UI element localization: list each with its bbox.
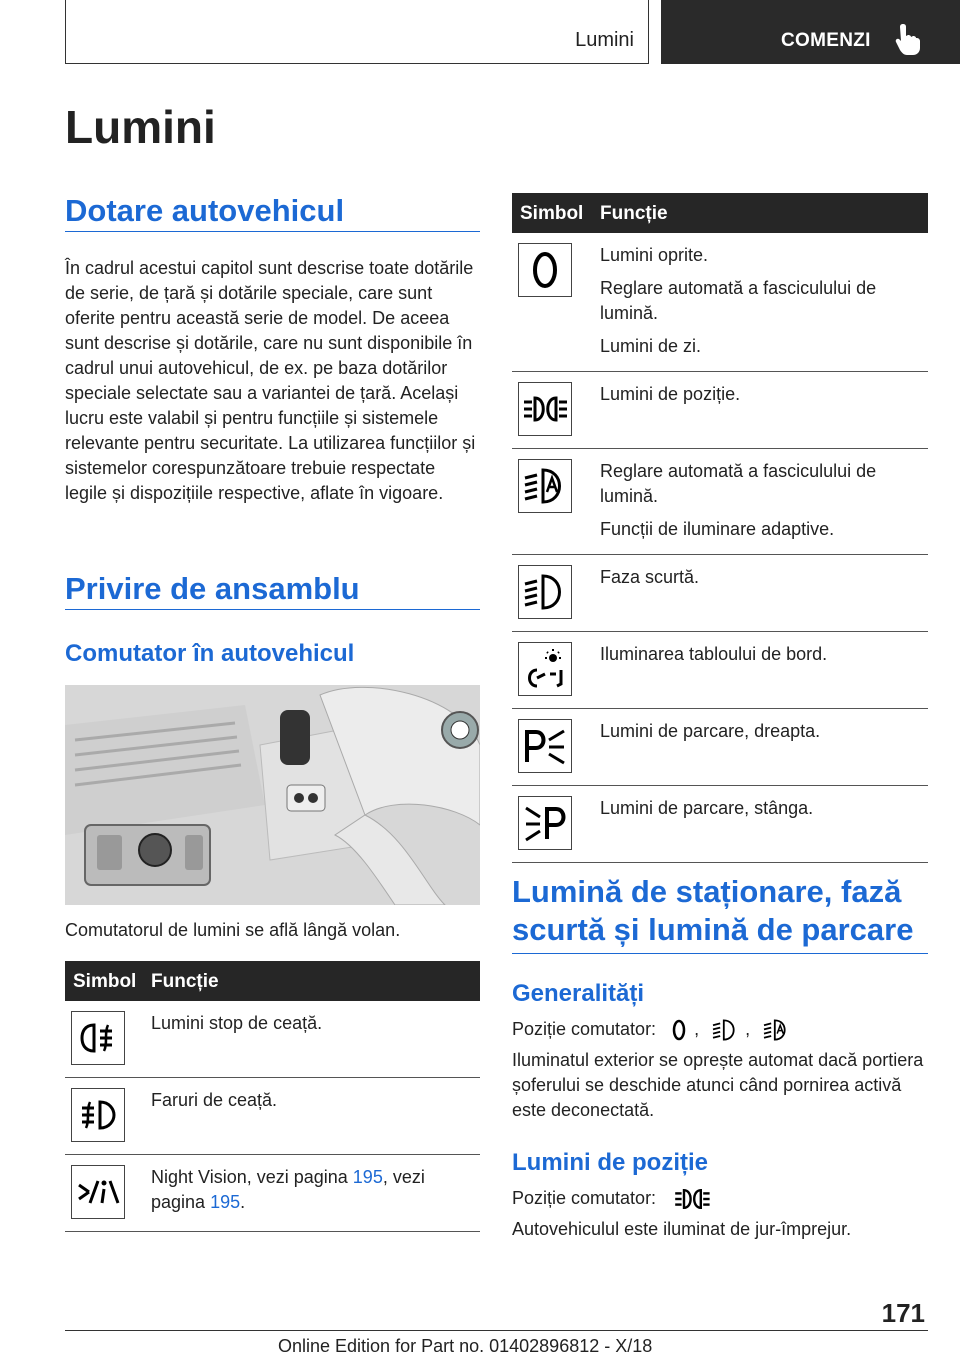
table-row (512, 786, 928, 863)
front-fog-light-icon (71, 1088, 125, 1142)
table-row (65, 1078, 480, 1155)
auto-headlight-icon (761, 1018, 791, 1042)
row-text: Iluminarea tabloului de bord. (592, 632, 928, 709)
row-text: Lumini de poziție. (592, 372, 928, 449)
page-link[interactable]: 195 (210, 1192, 241, 1212)
lights-off-icon (518, 243, 572, 297)
position-paragraph: Autovehiculul este iluminat de jur-împrejur. (512, 1219, 852, 1239)
heading-general: Generalități (512, 980, 645, 1007)
left-symbol-table (65, 961, 480, 1232)
col-symbol-header: Simbol (512, 193, 592, 233)
row-text: Lumini oprite. Reglare automată a fasciculului de lumină. Lumini de zi. (592, 233, 928, 372)
photo-caption: Comutatorul de lumini se află lângă volan. (65, 920, 401, 940)
header-section-tab (65, 0, 649, 64)
page-number: 171 (881, 1298, 925, 1328)
general-paragraph: Iluminatul exterior se oprește automat dacă portiera șoferului se deschide atunci când pornirea activă este deconectată. (512, 1050, 924, 1120)
steering-wheel-illustration (65, 685, 480, 905)
night-vision-icon (71, 1165, 125, 1219)
header-chapter-tab (661, 0, 960, 64)
row-text: Reglare automată a fasciculului de lumină. Funcții de iluminare adaptive. (592, 449, 928, 555)
hand-pointer-icon (895, 22, 921, 56)
general-switch-line: Poziție comutator: , , (512, 1017, 928, 1042)
row-text: Night Vision, vezi pagina 195, vezi pagina 195. (143, 1155, 480, 1232)
heading-equipment: Dotare autovehicul (65, 193, 480, 232)
header-section-label: Lumini (575, 29, 634, 51)
parking-lights-icon (669, 1187, 715, 1211)
footer-divider (65, 1330, 928, 1331)
parking-lights-icon (518, 382, 572, 436)
row-text: Lumini de parcare, dreapta. (592, 709, 928, 786)
table-row (512, 233, 928, 372)
instrument-lighting-icon (518, 642, 572, 696)
heading-lights: Lumină de staționare, fază scurtă și lumină de parcare (512, 873, 928, 954)
auto-headlight-icon (518, 459, 572, 513)
table-row (512, 709, 928, 786)
low-beam-icon (518, 565, 572, 619)
table-row (65, 1155, 480, 1232)
table-row (512, 449, 928, 555)
right-symbol-table (512, 193, 928, 863)
page-title: Lumini (65, 101, 216, 153)
lights-off-icon (669, 1019, 689, 1041)
heading-position: Lumini de poziție (512, 1149, 708, 1176)
row-text: Lumini de parcare, stânga. (592, 786, 928, 863)
low-beam-icon (710, 1018, 740, 1042)
row-text: Faruri de ceață. (143, 1078, 480, 1155)
heading-overview: Privire de ansamblu (65, 571, 480, 610)
parking-light-right-icon (518, 719, 572, 773)
equipment-paragraph: În cadrul acestui capitol sunt descrise toate dotările de serie, de țară și dotările speciale, care sunt oferite pentru această serie de model. De aceea sunt descrise și dotările, care nu sunt disponibile în cadrul unui autovehicul, de ex. pe baza dotărilor speciale selectate sau a variantei de țară. Același lucru este valabil și pentru funcțiile și sistemele relevante pentru securitate. La utilizarea funcțiilor și sistemelor corespunzătoare trebuie respectate legile și dispozițiile respective, aflate în vigoare. (65, 258, 476, 503)
footer-edition: Online Edition for Part no. 01402896812 - X/18 (278, 1336, 653, 1356)
col-symbol-header: Simbol (65, 961, 143, 1001)
col-function-header: Funcție (592, 193, 928, 233)
rear-fog-light-icon (71, 1011, 125, 1065)
row-text: Lumini stop de ceață. (143, 1001, 480, 1078)
table-row (512, 632, 928, 709)
table-row (512, 372, 928, 449)
light-switch-photo (65, 685, 480, 905)
heading-switch: Comutator în autovehicul (65, 640, 355, 667)
table-row (512, 555, 928, 632)
page-link[interactable]: 195 (352, 1167, 383, 1187)
table-row (65, 1001, 480, 1078)
position-switch-line: Poziție comutator: (512, 1186, 928, 1211)
col-function-header: Funcție (143, 961, 480, 1001)
row-text: Faza scurtă. (592, 555, 928, 632)
header-chapter-label: COMENZI (781, 30, 871, 51)
parking-light-left-icon (518, 796, 572, 850)
